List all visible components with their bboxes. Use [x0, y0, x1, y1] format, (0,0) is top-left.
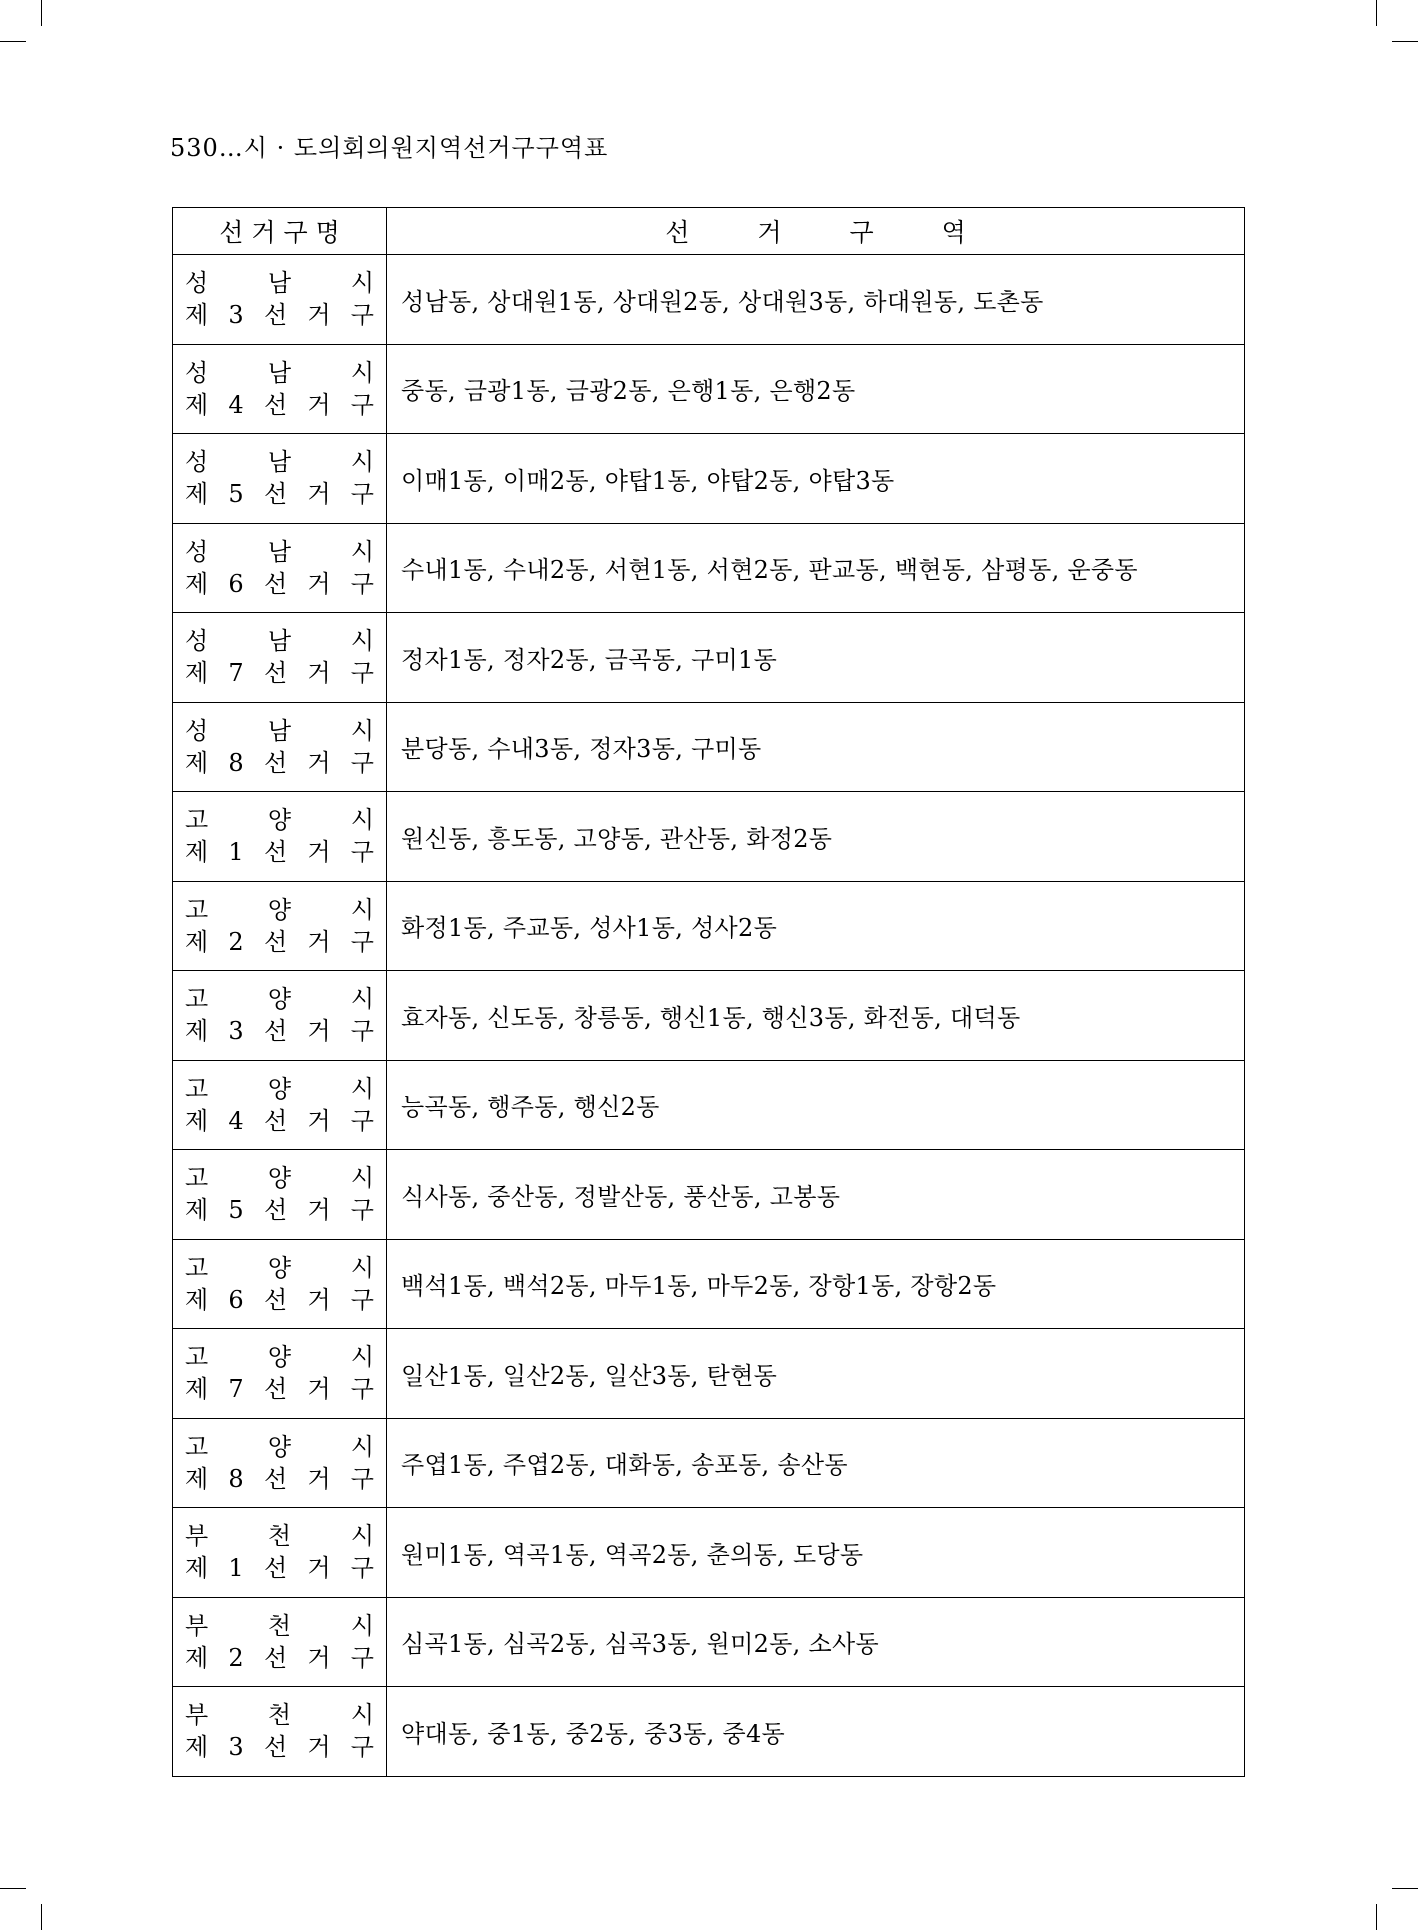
district-number-char: 구	[350, 1643, 374, 1672]
district-number	[185, 1284, 374, 1316]
district-number-char: 구	[350, 1285, 374, 1314]
table-row	[173, 1150, 1245, 1240]
city-name-char: 남	[267, 537, 292, 566]
city-name-char: 성	[185, 358, 209, 387]
district-name-cell	[173, 1418, 387, 1508]
table-row	[173, 613, 1245, 703]
city-name-char: 고	[185, 806, 209, 835]
district-number-char: 거	[307, 1196, 331, 1225]
district-area-cell: 능곡동, 행주동, 행신2동	[387, 1060, 1245, 1150]
district-number-char: 제	[185, 927, 209, 956]
city-name	[185, 357, 374, 389]
district-area-cell: 일산1동, 일산2동, 일산3동, 탄현동	[387, 1329, 1245, 1419]
table-row	[173, 1060, 1245, 1150]
district-number-char: 제	[185, 1196, 209, 1225]
district-name-cell	[173, 1150, 387, 1240]
district-number-char: 3	[228, 301, 244, 330]
city-name	[185, 1520, 374, 1552]
city-name-char: 시	[350, 448, 374, 477]
district-number-char: 선	[263, 1285, 288, 1314]
district-number-char: 제	[185, 1464, 209, 1493]
district-number-char: 6	[228, 1285, 244, 1314]
crop-mark-bottom-right-v	[1376, 1904, 1377, 1930]
district-name-cell	[173, 613, 387, 703]
city-name	[185, 983, 374, 1015]
district-number	[185, 1731, 374, 1763]
column-header-district-name	[173, 208, 387, 255]
district-number-char: 선	[263, 1733, 288, 1762]
city-name-char: 시	[350, 716, 374, 745]
district-number-char: 거	[307, 659, 331, 688]
district-number-char: 구	[350, 1375, 374, 1404]
district-name-cell	[173, 255, 387, 345]
district-number-char: 구	[350, 390, 374, 419]
table-row	[173, 523, 1245, 613]
district-name-cell	[173, 971, 387, 1061]
city-name	[185, 804, 374, 836]
city-name-char: 양	[267, 985, 292, 1014]
table-row	[173, 1239, 1245, 1329]
district-area-cell: 화정1동, 주교동, 성사1동, 성사2동	[387, 881, 1245, 971]
city-name-char: 천	[267, 1522, 292, 1551]
district-number-char: 제	[185, 659, 209, 688]
table-row	[173, 1687, 1245, 1777]
district-number-char: 3	[228, 1733, 244, 1762]
district-number-char: 거	[307, 1285, 331, 1314]
city-name-char: 시	[350, 537, 374, 566]
district-number-char: 2	[228, 927, 244, 956]
district-number	[185, 299, 374, 331]
city-name-char: 시	[350, 627, 374, 656]
district-number-char: 선	[263, 1017, 288, 1046]
city-name	[185, 1073, 374, 1105]
district-number	[185, 1373, 374, 1405]
district-number	[185, 568, 374, 600]
city-name	[185, 536, 374, 568]
district-number	[185, 1552, 374, 1584]
header-char: 선	[219, 218, 244, 247]
district-number	[185, 1463, 374, 1495]
table-row	[173, 702, 1245, 792]
city-name	[185, 1431, 374, 1463]
district-area-cell: 중동, 금광1동, 금광2동, 은행1동, 은행2동	[387, 344, 1245, 434]
city-name-char: 남	[267, 269, 292, 298]
city-name-char: 고	[185, 1343, 209, 1372]
city-name-char: 남	[267, 358, 292, 387]
table-row	[173, 792, 1245, 882]
city-name-char: 시	[350, 1701, 374, 1730]
district-number-char: 제	[185, 480, 209, 509]
district-number-char: 선	[263, 1464, 288, 1493]
district-number-char: 구	[350, 838, 374, 867]
city-name-char: 남	[267, 716, 292, 745]
city-name-char: 시	[350, 1343, 374, 1372]
crop-mark-top-left-h	[0, 41, 26, 42]
header-char: 구	[283, 218, 308, 247]
district-number-char: 구	[350, 1464, 374, 1493]
district-area-cell: 약대동, 중1동, 중2동, 중3동, 중4동	[387, 1687, 1245, 1777]
city-name-char: 부	[185, 1701, 209, 1730]
column-header-label	[173, 213, 386, 249]
district-number-char: 구	[350, 1017, 374, 1046]
district-area-cell: 수내1동, 수내2동, 서현1동, 서현2동, 판교동, 백현동, 삼평동, 운중동	[387, 523, 1245, 613]
city-name-char: 성	[185, 537, 209, 566]
district-number-char: 거	[307, 301, 331, 330]
district-number-char: 선	[263, 838, 288, 867]
city-name-char: 시	[350, 985, 374, 1014]
district-number-char: 구	[350, 1554, 374, 1583]
district-number-char: 거	[307, 748, 331, 777]
city-name-char: 시	[350, 1432, 374, 1461]
header-char: 역	[941, 218, 966, 247]
district-name-cell	[173, 1329, 387, 1419]
district-number-char: 거	[307, 1464, 331, 1493]
city-name-char: 남	[267, 448, 292, 477]
header-char: 거	[251, 218, 276, 247]
district-number	[185, 836, 374, 868]
header-char: 구	[849, 218, 874, 247]
district-number-char: 1	[228, 1554, 244, 1583]
district-name-cell	[173, 1508, 387, 1598]
district-number-char: 구	[350, 748, 374, 777]
city-name-char: 시	[350, 1164, 374, 1193]
district-name-cell	[173, 1060, 387, 1150]
district-number	[185, 1642, 374, 1674]
district-area-cell: 백석1동, 백석2동, 마두1동, 마두2동, 장항1동, 장항2동	[387, 1239, 1245, 1329]
header-char: 선	[665, 218, 690, 247]
district-number-char: 선	[263, 927, 288, 956]
district-number	[185, 478, 374, 510]
city-name-char: 성	[185, 269, 209, 298]
city-name	[185, 1699, 374, 1731]
district-number-char: 제	[185, 390, 209, 419]
district-number-char: 구	[350, 659, 374, 688]
table-row	[173, 1329, 1245, 1419]
district-number-char: 선	[263, 1554, 288, 1583]
district-number-char: 제	[185, 569, 209, 598]
district-number-char: 거	[307, 1554, 331, 1583]
district-area-cell: 식사동, 중산동, 정발산동, 풍산동, 고봉동	[387, 1150, 1245, 1240]
district-number-char: 5	[228, 480, 244, 509]
city-name-char: 성	[185, 716, 209, 745]
city-name-char: 고	[185, 1074, 209, 1103]
district-number-char: 8	[228, 748, 244, 777]
district-number	[185, 1194, 374, 1226]
city-name	[185, 625, 374, 657]
district-number-char: 선	[263, 748, 288, 777]
district-name-cell	[173, 1597, 387, 1687]
district-number	[185, 389, 374, 421]
city-name-char: 시	[350, 806, 374, 835]
city-name-char: 성	[185, 627, 209, 656]
district-number-char: 선	[263, 301, 288, 330]
city-name	[185, 1341, 374, 1373]
table-row	[173, 1508, 1245, 1598]
city-name-char: 양	[267, 1074, 292, 1103]
district-number-char: 구	[350, 927, 374, 956]
district-number-char: 거	[307, 480, 331, 509]
district-number-char: 선	[263, 659, 288, 688]
crop-mark-top-right-v	[1376, 0, 1377, 26]
city-name	[185, 267, 374, 299]
column-header-district-area	[387, 208, 1245, 255]
city-name-char: 부	[185, 1611, 209, 1640]
district-area-cell: 이매1동, 이매2동, 야탑1동, 야탑2동, 야탑3동	[387, 434, 1245, 524]
district-area-cell: 정자1동, 정자2동, 금곡동, 구미1동	[387, 613, 1245, 703]
city-name-char: 천	[267, 1701, 292, 1730]
district-number-char: 7	[228, 1375, 244, 1404]
city-name-char: 고	[185, 1253, 209, 1282]
district-number-char: 선	[263, 1643, 288, 1672]
city-name	[185, 1610, 374, 1642]
city-name-char: 양	[267, 806, 292, 835]
column-header-label	[387, 213, 1244, 249]
city-name-char: 고	[185, 985, 209, 1014]
crop-mark-top-right-h	[1392, 41, 1418, 42]
district-number-char: 구	[350, 1196, 374, 1225]
district-number-char: 구	[350, 1733, 374, 1762]
city-name-char: 남	[267, 627, 292, 656]
city-name	[185, 1252, 374, 1284]
district-number-char: 8	[228, 1464, 244, 1493]
district-number-char: 4	[228, 1106, 244, 1135]
city-name-char: 시	[350, 269, 374, 298]
city-name	[185, 715, 374, 747]
district-number-char: 4	[228, 390, 244, 419]
district-area-cell: 주엽1동, 주엽2동, 대화동, 송포동, 송산동	[387, 1418, 1245, 1508]
district-number-char: 7	[228, 659, 244, 688]
table-row	[173, 255, 1245, 345]
district-number-char: 거	[307, 1017, 331, 1046]
district-name-cell	[173, 881, 387, 971]
district-number-char: 선	[263, 1375, 288, 1404]
city-name-char: 시	[350, 1611, 374, 1640]
district-number-char: 제	[185, 748, 209, 777]
district-number-char: 제	[185, 301, 209, 330]
city-name-char: 천	[267, 1611, 292, 1640]
district-number-char: 구	[350, 301, 374, 330]
district-area-cell: 원미1동, 역곡1동, 역곡2동, 춘의동, 도당동	[387, 1508, 1245, 1598]
city-name-char: 부	[185, 1522, 209, 1551]
district-number-char: 선	[263, 390, 288, 419]
district-number-char: 선	[263, 1196, 288, 1225]
crop-mark-bottom-left-h	[0, 1888, 26, 1889]
city-name-char: 고	[185, 1432, 209, 1461]
district-name-cell	[173, 523, 387, 613]
district-number-char: 3	[228, 1017, 244, 1046]
district-number	[185, 1015, 374, 1047]
district-name-cell	[173, 1239, 387, 1329]
header-char: 거	[757, 218, 782, 247]
crop-mark-bottom-right-h	[1392, 1888, 1418, 1889]
table-body	[173, 255, 1245, 1777]
table-row	[173, 1597, 1245, 1687]
city-name	[185, 894, 374, 926]
city-name-char: 고	[185, 895, 209, 924]
district-number-char: 제	[185, 1733, 209, 1762]
city-name-char: 시	[350, 1253, 374, 1282]
district-name-cell	[173, 1687, 387, 1777]
district-area-cell: 원신동, 흥도동, 고양동, 관산동, 화정2동	[387, 792, 1245, 882]
district-number-char: 제	[185, 1375, 209, 1404]
district-number	[185, 657, 374, 689]
city-name-char: 시	[350, 895, 374, 924]
city-name-char: 성	[185, 448, 209, 477]
district-number-char: 5	[228, 1196, 244, 1225]
table-row	[173, 434, 1245, 524]
district-number-char: 거	[307, 390, 331, 419]
district-area-cell: 심곡1동, 심곡2동, 심곡3동, 원미2동, 소사동	[387, 1597, 1245, 1687]
district-number-char: 제	[185, 1643, 209, 1672]
district-number-char: 거	[307, 1375, 331, 1404]
district-number-char: 제	[185, 838, 209, 867]
district-number-char: 선	[263, 480, 288, 509]
district-number-char: 2	[228, 1643, 244, 1672]
district-number-char: 구	[350, 1106, 374, 1135]
city-name-char: 양	[267, 1343, 292, 1372]
district-number-char: 제	[185, 1285, 209, 1314]
table-row	[173, 881, 1245, 971]
district-number-char: 선	[263, 1106, 288, 1135]
crop-mark-bottom-left-v	[41, 1904, 42, 1930]
header-char: 명	[315, 218, 340, 247]
page-header: 530…시 · 도의회의원지역선거구구역표	[170, 134, 609, 162]
district-number-char: 1	[228, 838, 244, 867]
district-area-cell: 성남동, 상대원1동, 상대원2동, 상대원3동, 하대원동, 도촌동	[387, 255, 1245, 345]
district-table	[172, 207, 1245, 1777]
city-name	[185, 1162, 374, 1194]
table-row	[173, 1418, 1245, 1508]
city-name-char: 양	[267, 1253, 292, 1282]
table-row	[173, 344, 1245, 434]
district-name-cell	[173, 792, 387, 882]
city-name-char: 양	[267, 1432, 292, 1461]
district-name-cell	[173, 434, 387, 524]
district-number-char: 거	[307, 838, 331, 867]
district-number-char: 거	[307, 569, 331, 598]
district-number-char: 거	[307, 1733, 331, 1762]
district-number-char: 제	[185, 1554, 209, 1583]
district-number-char: 선	[263, 569, 288, 598]
city-name-char: 시	[350, 1074, 374, 1103]
city-name-char: 고	[185, 1164, 209, 1193]
district-area-cell: 분당동, 수내3동, 정자3동, 구미동	[387, 702, 1245, 792]
district-number	[185, 747, 374, 779]
city-name-char: 양	[267, 895, 292, 924]
district-number-char: 6	[228, 569, 244, 598]
table-row	[173, 971, 1245, 1061]
district-number-char: 구	[350, 480, 374, 509]
city-name-char: 시	[350, 1522, 374, 1551]
district-number-char: 구	[350, 569, 374, 598]
district-number	[185, 1105, 374, 1137]
city-name	[185, 446, 374, 478]
city-name-char: 시	[350, 358, 374, 387]
city-name-char: 양	[267, 1164, 292, 1193]
district-number-char: 제	[185, 1106, 209, 1135]
district-area-cell: 효자동, 신도동, 창릉동, 행신1동, 행신3동, 화전동, 대덕동	[387, 971, 1245, 1061]
table-header-row	[173, 208, 1245, 255]
district-name-cell	[173, 702, 387, 792]
district-number-char: 거	[307, 927, 331, 956]
district-number	[185, 926, 374, 958]
district-number-char: 거	[307, 1106, 331, 1135]
crop-mark-top-left-v	[41, 0, 42, 26]
district-number-char: 제	[185, 1017, 209, 1046]
district-name-cell	[173, 344, 387, 434]
district-number-char: 거	[307, 1643, 331, 1672]
